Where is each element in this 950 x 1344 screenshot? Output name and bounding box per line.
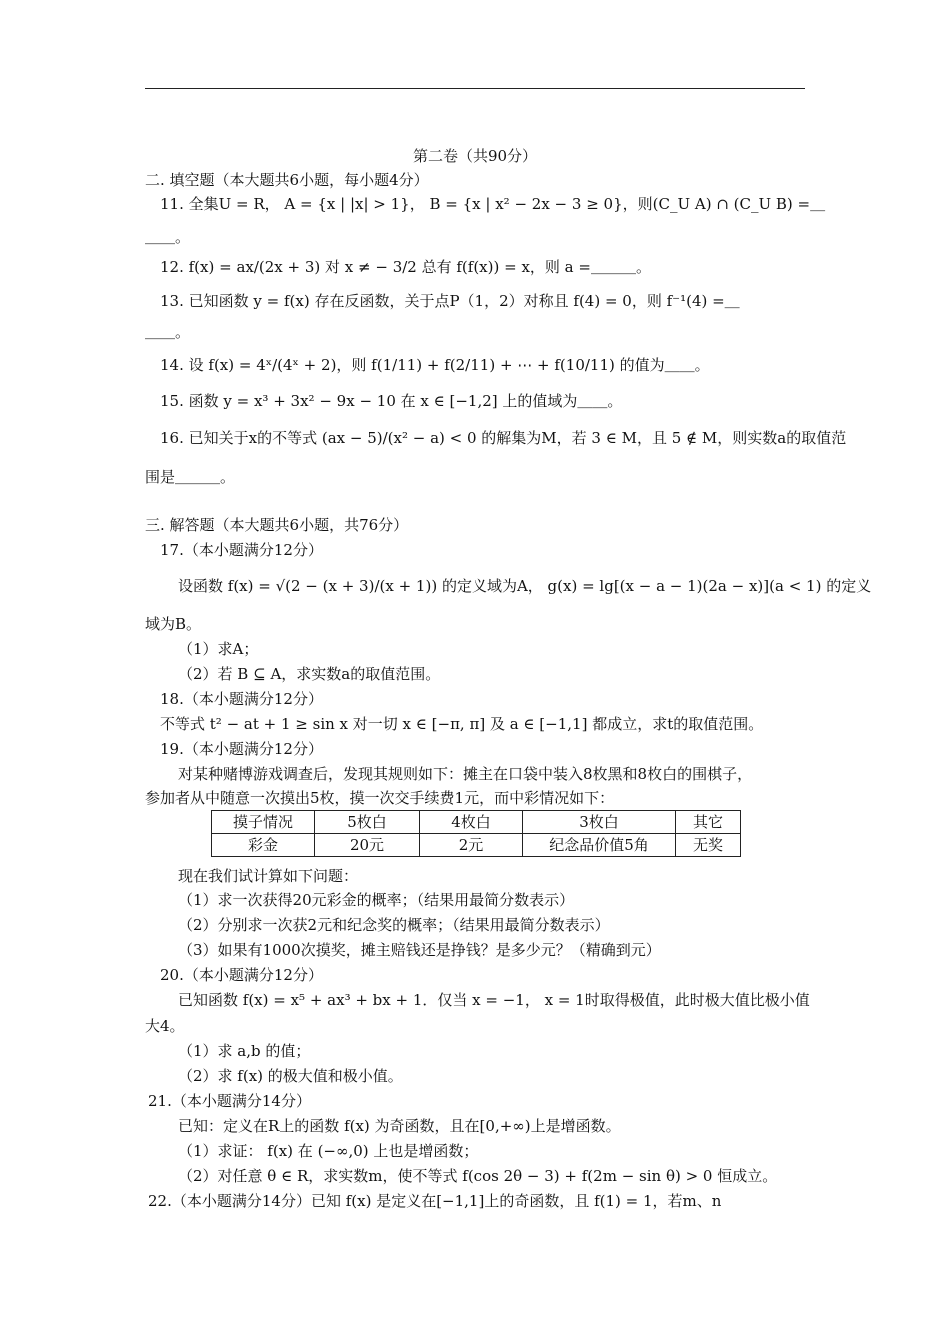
- table-cell: 3枚白: [523, 811, 676, 834]
- question-16: 16. 已知关于x的不等式 (ax − 5)/(x² − a) < 0 的解集为M，若 3 ∈ M，且 5 ∉ M，则实数a的取值范: [160, 429, 847, 447]
- question-16-cont: 围是＿＿＿。: [145, 468, 236, 486]
- question-17-header: 17.（本小题满分12分）: [160, 541, 323, 559]
- question-17-part1: （1）求A；: [178, 640, 259, 658]
- table-cell: 无奖: [676, 834, 741, 857]
- fill-in-heading: 二. 填空题（本大题共6小题，每小题4分）: [145, 171, 429, 189]
- header-rule: [145, 88, 805, 89]
- question-21-part1: （1）求证： f(x) 在 (−∞,0) 上也是增函数；: [178, 1142, 479, 1160]
- question-21-part2: （2）对任意 θ ∈ R，求实数m，使不等式 f(cos 2θ − 3) + f(2m − sin θ) > 0 恒成立。: [178, 1167, 778, 1185]
- question-19-line2: 参加者从中随意一次摸出5枚，摸一次交手续费1元，而中彩情况如下：: [145, 789, 615, 807]
- question-19-intro: 现在我们试计算如下问题：: [178, 867, 359, 885]
- table-cell: 彩金: [212, 834, 315, 857]
- question-17-cont: 域为B。: [145, 615, 202, 633]
- question-19-part2: （2）分别求一次获2元和纪念奖的概率；（结果用最简分数表示）: [178, 916, 610, 934]
- question-21: 已知：定义在R上的函数 f(x) 为奇函数，且在[0,+∞)上是增函数。: [178, 1117, 621, 1135]
- question-19-part3: （3）如果有1000次摸奖，摊主赔钱还是挣钱？是多少元？（精确到元）: [178, 941, 661, 959]
- question-18-header: 18.（本小题满分12分）: [160, 690, 323, 708]
- question-20-part2: （2）求 f(x) 的极大值和极小值。: [178, 1067, 403, 1085]
- section-title: 第二卷（共90分）: [412, 147, 538, 165]
- table-cell: 20元: [315, 834, 420, 857]
- question-12: 12. f(x) = ax/(2x + 3) 对 x ≠ − 3/2 总有 f(f(x)) = x，则 a =＿＿＿。: [160, 258, 651, 276]
- table-cell: 其它: [676, 811, 741, 834]
- table-cell: 5枚白: [315, 811, 420, 834]
- table-cell: 摸子情况: [212, 811, 315, 834]
- table-row: [212, 811, 741, 834]
- question-20-cont: 大4。: [145, 1017, 185, 1035]
- question-20-header: 20.（本小题满分12分）: [160, 966, 323, 984]
- question-19-part1: （1）求一次获得20元彩金的概率；（结果用最简分数表示）: [178, 891, 575, 909]
- question-11: 11. 全集U = R， A = {x | |x| > 1}， B = {x | x² − 2x − 3 ≥ 0}，则(C_U A) ∩ (C_U B) =＿: [160, 195, 826, 213]
- question-17-part2: （2）若 B ⊆ A，求实数a的取值范围。: [178, 665, 441, 683]
- question-18: 不等式 t² − at + 1 ≥ sin x 对一切 x ∈ [−π, π] 及 a ∈ [−1,1] 都成立，求t的取值范围。: [160, 715, 764, 733]
- question-14: 14. 设 f(x) = 4ˣ/(4ˣ + 2)，则 f(1/11) + f(2/11) + ⋯ + f(10/11) 的值为＿＿。: [160, 356, 710, 374]
- question-15: 15. 函数 y = x³ + 3x² − 9x − 10 在 x ∈ [−1,2] 上的值域为＿＿。: [160, 392, 623, 410]
- prize-table: [211, 810, 741, 857]
- table-cell: 2元: [420, 834, 523, 857]
- question-20-part1: （1）求 a,b 的值；: [178, 1042, 311, 1060]
- question-13-cont: ＿＿。: [145, 323, 191, 341]
- question-19-line1: 对某种赌博游戏调查后，发现其规则如下：摊主在口袋中装入8枚黑和8枚白的围棋子，: [178, 765, 753, 783]
- table-cell: 4枚白: [420, 811, 523, 834]
- question-22: 22.（本小题满分14分）已知 f(x) 是定义在[−1,1]上的奇函数，且 f(1) = 1，若m、n: [148, 1192, 722, 1210]
- solution-heading: 三. 解答题（本大题共6小题，共76分）: [145, 516, 409, 534]
- table-cell: 纪念品价值5角: [523, 834, 676, 857]
- question-17: 设函数 f(x) = √(2 − (x + 3)/(x + 1)) 的定义域为A， g(x) = lg[(x − a − 1)(2a − x)](a < 1) 的定义: [178, 577, 872, 595]
- question-20: 已知函数 f(x) = x⁵ + ax³ + bx + 1．仅当 x = −1， x = 1时取得极值，此时极大值比极小值: [178, 991, 810, 1009]
- question-21-header: 21.（本小题满分14分）: [148, 1092, 311, 1110]
- question-11-cont: ＿＿。: [145, 228, 191, 246]
- question-13: 13. 已知函数 y = f(x) 存在反函数，关于点P（1，2）对称且 f(4) = 0，则 f⁻¹(4) =＿: [160, 292, 740, 310]
- table-row: [212, 834, 741, 857]
- question-19-header: 19.（本小题满分12分）: [160, 740, 323, 758]
